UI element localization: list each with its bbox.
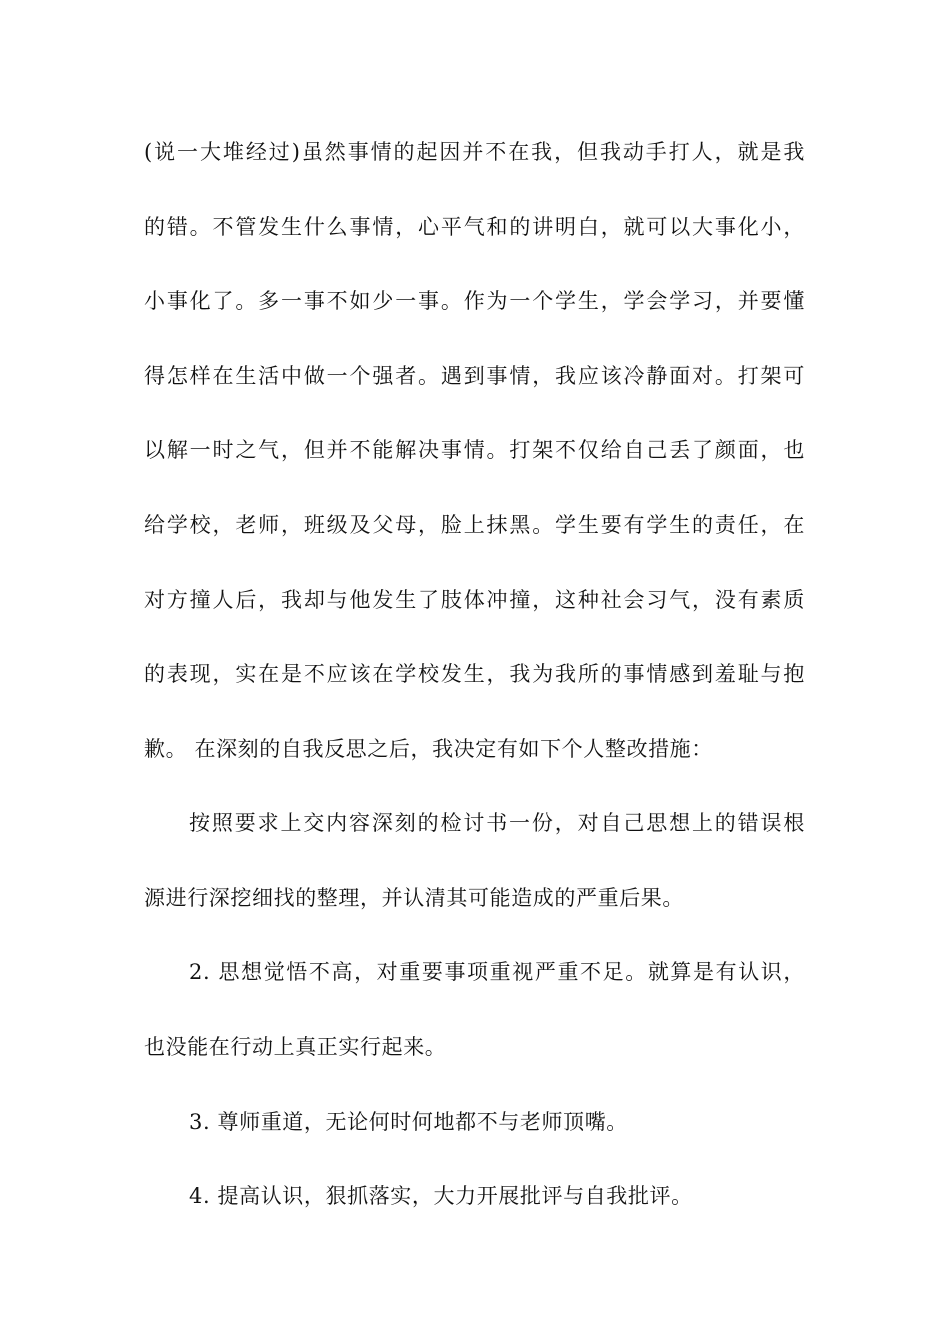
text-line: (说一大堆经过)虽然事情的起因并不在我，但我动手打人，就是我 <box>144 140 805 164</box>
text-line: 得怎样在生活中做一个强者。遇到事情，我应该冷静面对。打架可 <box>144 364 805 388</box>
text-line: 歉。 在深刻的自我反思之后，我决定有如下个人整改措施： <box>144 737 713 761</box>
list-item-2-continuation: 也没能在行动上真正实行起来。 <box>144 1035 447 1059</box>
list-item-1-continuation: 源进行深挖细找的整理，并认清其可能造成的严重后果。 <box>144 886 684 910</box>
text-line: 对方撞人后，我却与他发生了肢体冲撞，这种社会习气，没有素质 <box>144 588 805 612</box>
text-line: 的错。不管发生什么事情，心平气和的讲明白，就可以大事化小， <box>144 215 805 239</box>
list-item-4: 4. 提高认识，狠抓落实，大力开展批评与自我批评。 <box>189 1184 693 1208</box>
text-line: 给学校，老师，班级及父母，脸上抹黑。学生要有学生的责任，在 <box>144 513 805 537</box>
text-line: 以解一时之气，但并不能解决事情。打架不仅给自己丢了颜面，也 <box>144 438 805 462</box>
text-line: 的表现，实在是不应该在学校发生，我为我所的事情感到羞耻与抱 <box>144 662 805 686</box>
list-item-3: 3. 尊师重道，无论何时何地都不与老师顶嘴。 <box>189 1110 628 1134</box>
list-item-1-line: 按照要求上交内容深刻的检讨书一份，对自己思想上的错误根 <box>189 811 805 835</box>
text-line: 小事化了。多一事不如少一事。作为一个学生，学会学习，并要懂 <box>144 289 805 313</box>
list-item-2-line: 2. 思想觉悟不高，对重要事项重视严重不足。就算是有认识， <box>189 960 805 984</box>
